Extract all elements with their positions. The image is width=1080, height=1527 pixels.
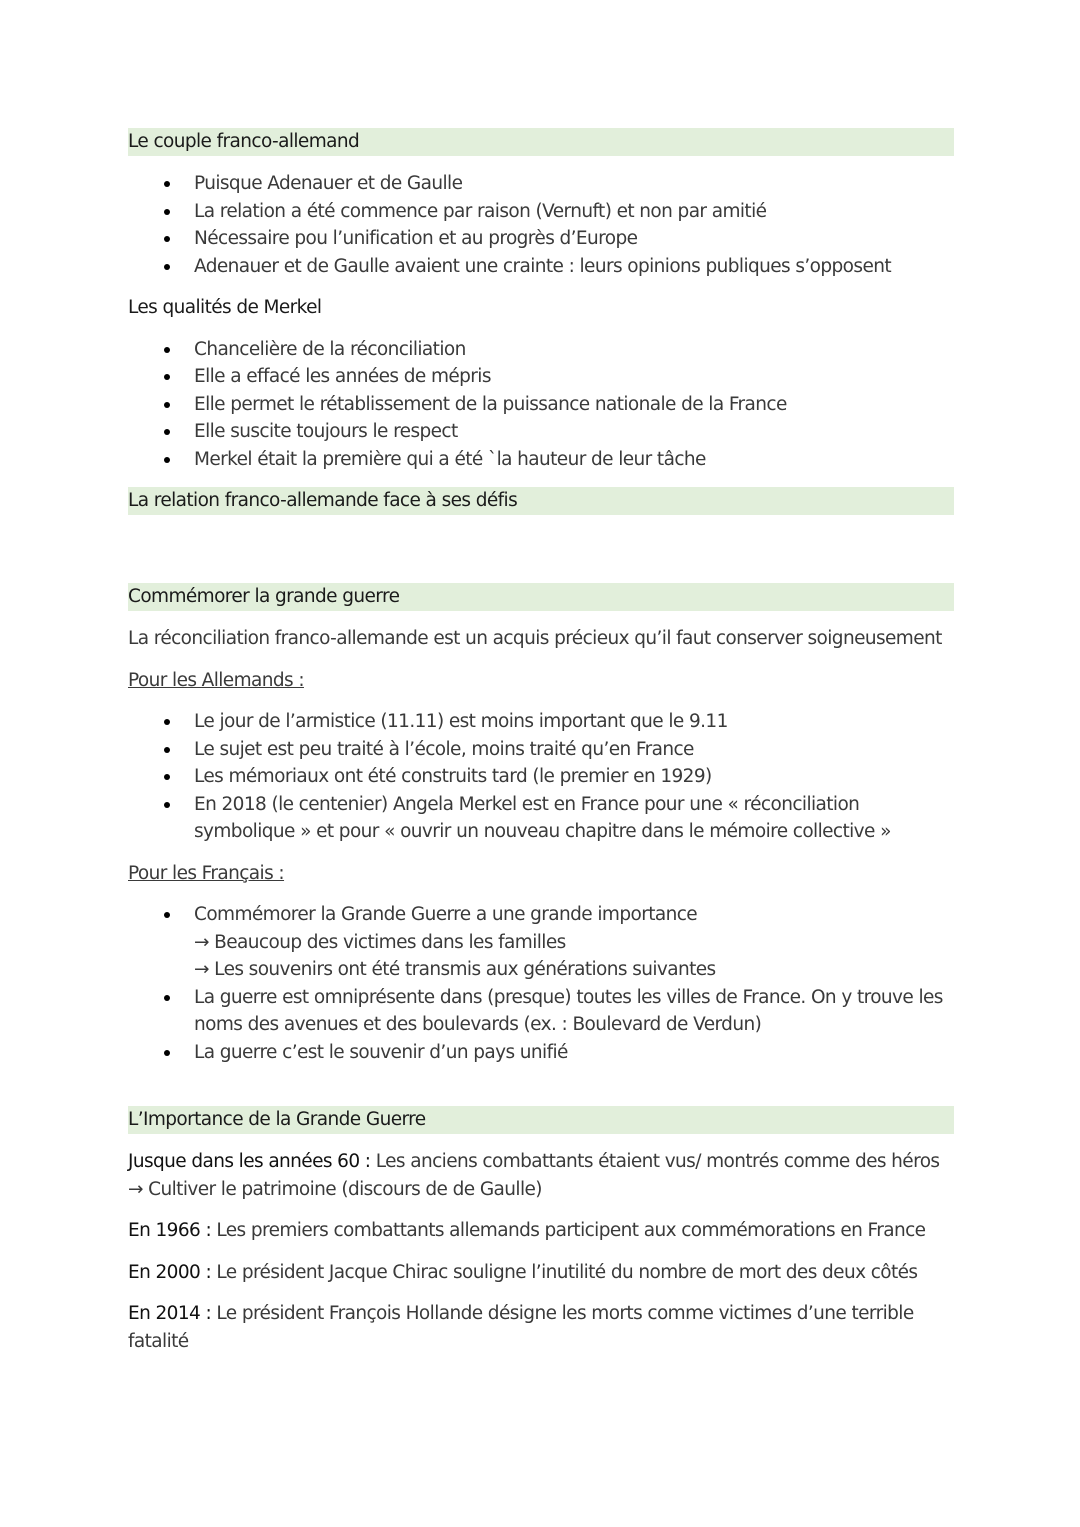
timeline-text: Les premiers combattants allemands participent aux commémorations en France <box>216 1220 926 1241</box>
timeline-label: En 2000 : <box>128 1261 212 1283</box>
bullet-icon <box>164 802 170 808</box>
subheading-francais: Pour les Français : <box>128 862 285 884</box>
list-item <box>128 336 954 364</box>
list-item <box>128 984 954 1039</box>
list-item <box>128 391 954 419</box>
bullet-icon <box>164 347 170 353</box>
subheading-allemands: Pour les Allemands : <box>128 669 304 691</box>
list-item-text: Puisque Adenauer et de Gaulle <box>194 173 463 194</box>
list-item <box>128 763 954 791</box>
timeline-entry <box>128 1259 954 1287</box>
list-item-text: Commémorer la Grande Guerre a une grande importance <box>194 904 698 925</box>
spacer <box>128 1080 954 1106</box>
empty-space <box>128 515 954 583</box>
bullet-icon <box>164 209 170 215</box>
list-item <box>128 170 954 198</box>
couple-bullet-list <box>128 170 954 280</box>
list-item-text: Elle suscite toujours le respect <box>194 421 458 442</box>
timeline-text: Le président Jacque Chirac souligne l’inutilité du nombre de mort des deux côtés <box>216 1261 918 1283</box>
bullet-icon <box>164 747 170 753</box>
timeline-entry <box>128 1217 954 1245</box>
list-item <box>128 901 954 984</box>
heading-relation-defis: La relation franco-allemande face à ses défis <box>128 487 954 515</box>
sub-item-text: → Beaucoup des victimes dans les familles <box>194 931 566 953</box>
list-item <box>128 418 954 446</box>
list-item-text: Les mémoriaux ont été construits tard (le premier en 1929) <box>194 766 712 787</box>
sub-item-text: → Les souvenirs ont été transmis aux générations suivantes <box>194 959 716 980</box>
timeline-entry <box>128 1148 954 1203</box>
bullet-icon <box>164 719 170 725</box>
list-item-text: Elle permet le rétablissement de la puissance nationale de la France <box>194 393 787 415</box>
list-item <box>128 791 954 846</box>
list-item-text: La guerre est omniprésente dans (presque) toutes les villes de France. On y trouve les noms des avenues et des boulevards (ex. : Boulevard de Verdun) <box>194 986 943 1035</box>
list-item-text: Chancelière de la réconciliation <box>194 338 466 360</box>
list-item-text: Le jour de l’armistice (11.11) est moins important que le 9.11 <box>194 711 728 732</box>
list-item <box>128 225 954 253</box>
bullet-icon <box>164 995 170 1001</box>
list-item <box>128 736 954 764</box>
list-item-text: Merkel était la première qui a été `la hauteur de leur tâche <box>194 448 706 470</box>
timeline-label: En 2014 : <box>128 1303 212 1324</box>
list-item-text: En 2018 (le centenier) Angela Merkel est en France pour une « réconciliation symbolique » et pour « ouvrir un nouveau chapitre dans le mémoire collective » <box>194 793 891 842</box>
list-item-text: La guerre c’est le souvenir d’un pays unifié <box>194 1041 568 1063</box>
bullet-icon <box>164 1050 170 1056</box>
merkel-bullet-list <box>128 336 954 474</box>
list-item <box>128 446 954 474</box>
bullet-icon <box>164 374 170 380</box>
bullet-icon <box>164 912 170 918</box>
timeline-text: Les anciens combattants étaient vus/ montrés comme des héros → Cultiver le patrimoine (discours de de Gaulle) <box>128 1151 940 1200</box>
bullet-icon <box>164 181 170 187</box>
timeline-label: En 1966 : <box>128 1220 212 1241</box>
list-item-text: La relation a été commence par raison (Vernuft) et non par amitié <box>194 200 767 222</box>
heading-qualites-merkel: Les qualités de Merkel <box>128 297 322 318</box>
bullet-icon <box>164 402 170 408</box>
bullet-icon <box>164 429 170 435</box>
bullet-icon <box>164 264 170 270</box>
list-item <box>128 708 954 736</box>
document-content <box>128 128 954 1369</box>
list-item <box>128 198 954 226</box>
heading-commemorer: Commémorer la grande guerre <box>128 583 954 611</box>
list-item-text: Elle a effacé les années de mépris <box>194 366 491 387</box>
allemands-bullet-list <box>128 708 954 846</box>
heading-couple-franco-allemand: Le couple franco-allemand <box>128 128 954 156</box>
bullet-icon <box>164 457 170 463</box>
francais-bullet-list <box>128 901 954 1066</box>
timeline-entry <box>128 1300 954 1355</box>
bullet-icon <box>164 774 170 780</box>
list-item-text: Le sujet est peu traité à l’école, moins traité qu’en France <box>194 738 694 760</box>
list-item-text: Nécessaire pou l’unification et au progrès d’Europe <box>194 228 638 249</box>
commemorer-intro: La réconciliation franco-allemande est un acquis précieux qu’il faut conserver soigneusement <box>128 628 942 649</box>
list-item <box>128 363 954 391</box>
bullet-icon <box>164 236 170 242</box>
list-item <box>128 1039 954 1067</box>
list-item-text: Adenauer et de Gaulle avaient une crainte : leurs opinions publiques s’opposent <box>194 255 891 277</box>
heading-importance-grande-guerre: L’Importance de la Grande Guerre <box>128 1106 954 1134</box>
timeline-label: Jusque dans les années 60 : <box>128 1151 371 1172</box>
list-item <box>128 253 954 281</box>
timeline-text: Le président François Hollande désigne les morts comme victimes d’une terrible fatalité <box>128 1303 914 1352</box>
